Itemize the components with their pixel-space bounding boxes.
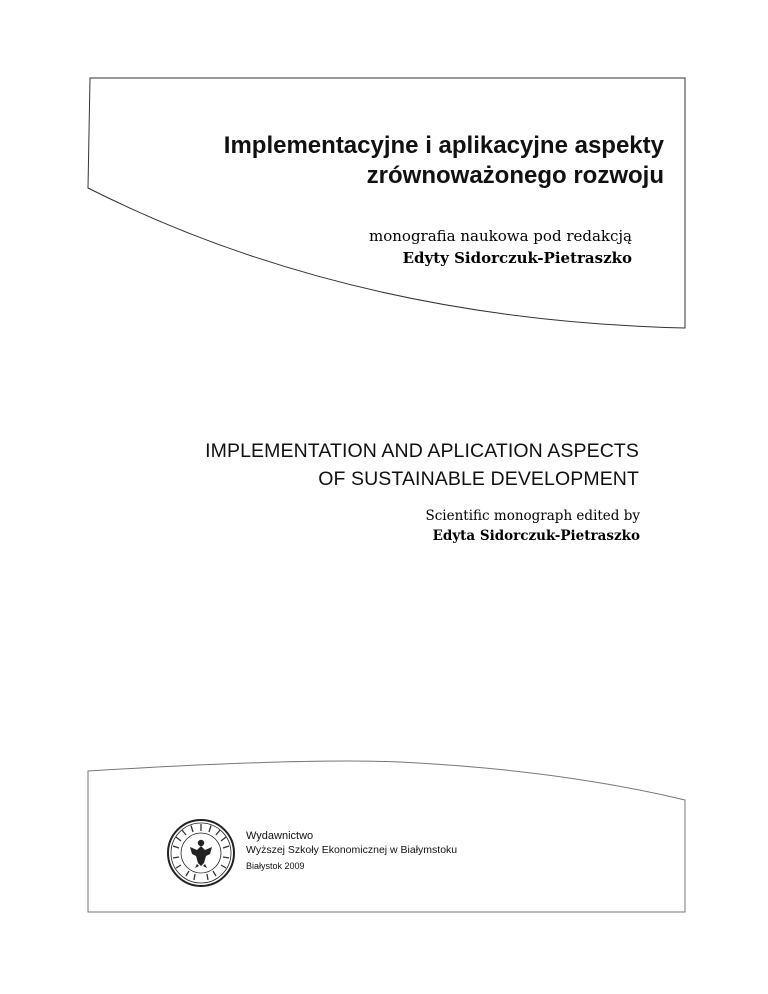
polish-editor-name: Edyty Sidorczuk-Pietraszko xyxy=(402,249,632,267)
english-title-line-1: IMPLEMENTATION AND APLICATION ASPECTS xyxy=(205,440,639,462)
publisher-name: Wyższej Szkoły Ekonomicznej w Białymstoku xyxy=(246,844,458,856)
english-title-line-2: OF SUSTAINABLE DEVELOPMENT xyxy=(318,468,639,490)
polish-subtitle: monografia naukowa pod redakcją xyxy=(369,227,632,245)
english-editor-name: Edyta Sidorczuk-Pietraszko xyxy=(432,528,640,544)
polish-editor-block xyxy=(369,225,632,269)
polish-title xyxy=(224,131,664,191)
english-subtitle: Scientific monograph edited by xyxy=(425,508,640,524)
publisher-place-year: Białystok 2009 xyxy=(246,861,305,871)
top-frame xyxy=(88,78,685,328)
publisher-block xyxy=(246,829,457,873)
english-editor-block xyxy=(426,506,641,546)
english-title xyxy=(205,437,639,493)
publisher-label: Wydawnictwo xyxy=(246,830,314,842)
polish-title-line-1: Implementacyjne i aplikacyjne aspekty xyxy=(223,132,664,159)
university-seal-icon xyxy=(166,818,236,888)
polish-title-line-2: zrównoważonego rozwoju xyxy=(366,162,664,189)
